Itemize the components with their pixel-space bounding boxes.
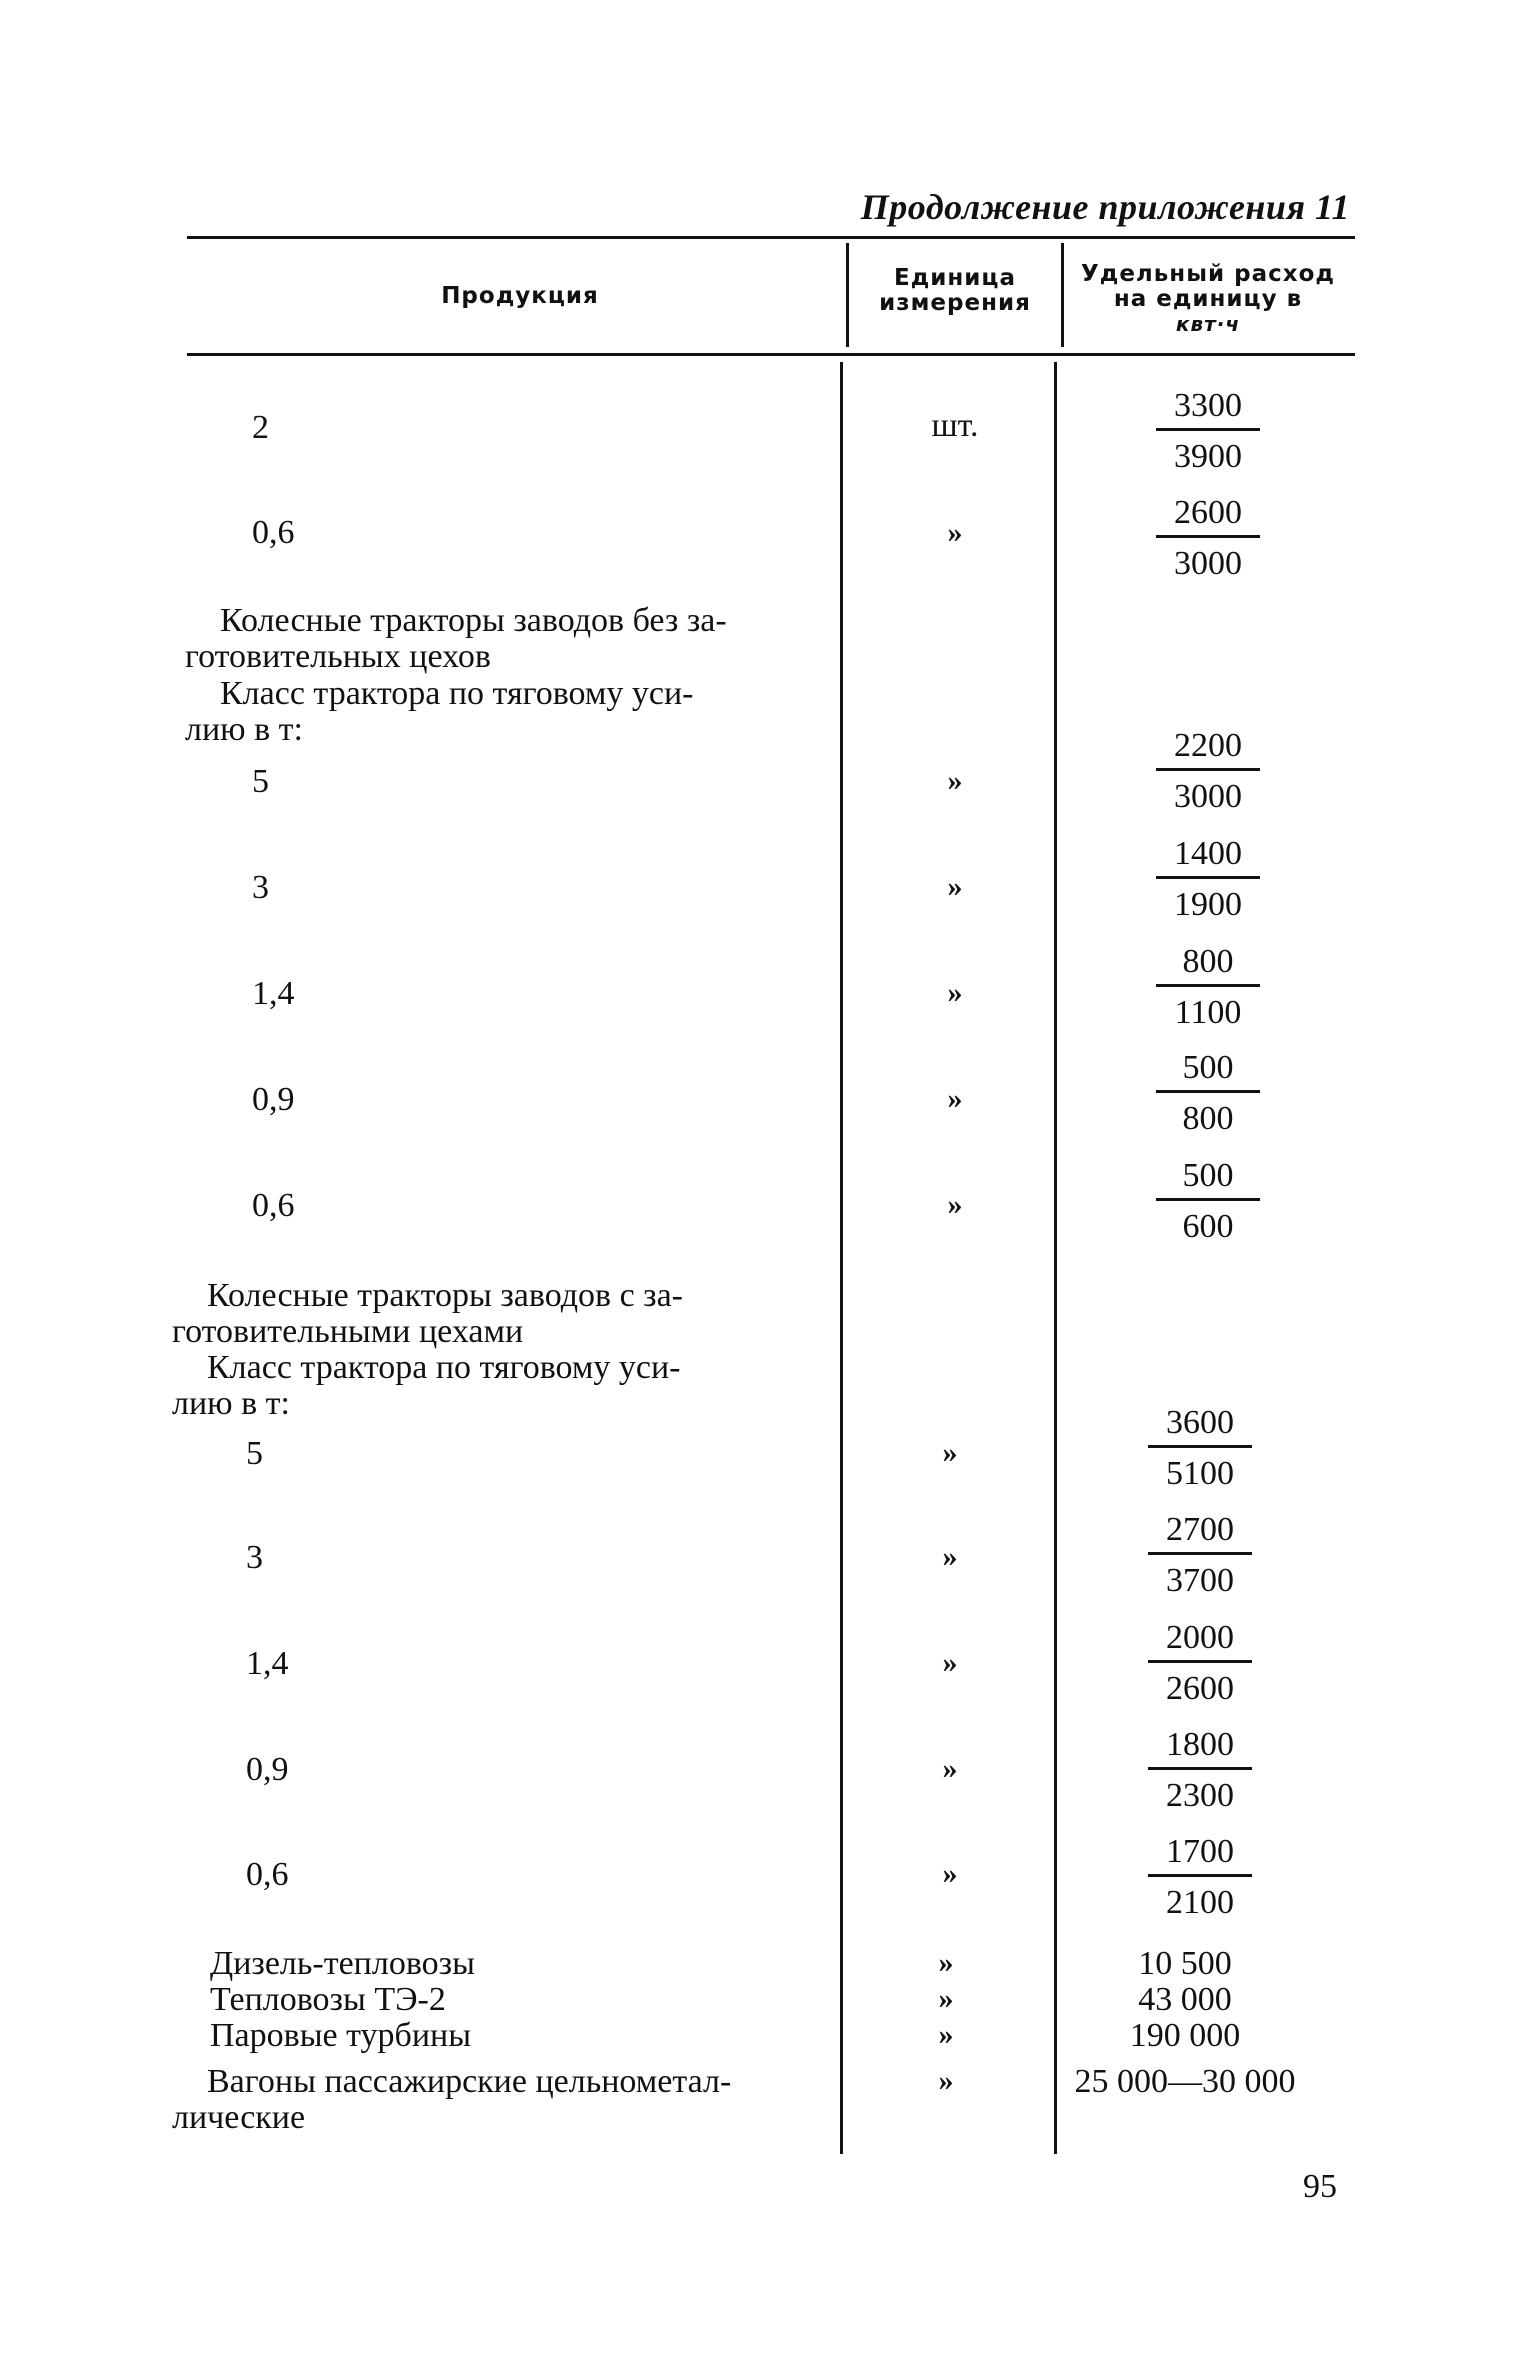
row-value-fraction: $\frac{1400}{1900}$ — [1148, 836, 1268, 923]
column-divider-2-body — [1054, 362, 1057, 2154]
row-label: 1,4 — [252, 975, 295, 1012]
row-value-fraction: $\frac{1800}{2300}$ — [1140, 1727, 1260, 1814]
row-unit-ditto: » — [942, 1540, 958, 1573]
row-unit-ditto: » — [938, 1982, 954, 2015]
row-value-fraction: $\frac{500}{800}$ — [1148, 1050, 1268, 1137]
column-divider-1 — [846, 243, 849, 347]
row-value-fraction: $\frac{2700}{3700}$ — [1140, 1512, 1260, 1599]
row-label: Паровые турбины — [210, 2017, 472, 2054]
row-unit: шт. — [931, 407, 979, 444]
row-label: 5 — [246, 1435, 263, 1472]
column-divider-2 — [1061, 243, 1064, 347]
row-unit-ditto: » — [942, 1436, 958, 1469]
row-unit-ditto: » — [938, 1946, 954, 1979]
row-value-fraction: $\frac{2000}{2600}$ — [1140, 1620, 1260, 1707]
row-unit-ditto: » — [938, 2064, 954, 2097]
row-unit-ditto: » — [942, 1646, 958, 1679]
row-value-fraction: $\frac{3600}{5100}$ — [1140, 1405, 1260, 1492]
header-unit: Единица измерения — [879, 265, 1031, 316]
row-unit-ditto: » — [942, 1857, 958, 1890]
row-label: 0,6 — [252, 514, 295, 551]
section-heading: Колесные тракторы заводов с за- готовительными цехами — [172, 1277, 683, 1350]
row-unit-ditto: » — [947, 1082, 963, 1115]
row-label: Дизель-тепловозы — [210, 1945, 475, 1982]
row-value: 43 000 — [1138, 1981, 1232, 2018]
row-label: 3 — [252, 869, 269, 906]
page-number: 95 — [1303, 2168, 1337, 2205]
row-unit-ditto: » — [947, 516, 963, 549]
column-divider-1-body — [840, 362, 843, 2154]
row-label: 1,4 — [246, 1645, 289, 1682]
section-heading: Колесные тракторы заводов без за- готовительных цехов — [185, 602, 727, 675]
row-value: 190 000 — [1129, 2017, 1241, 2054]
row-label: 5 — [252, 763, 269, 800]
row-value: 25 000—30 000 — [1074, 2063, 1296, 2100]
row-label: 0,6 — [252, 1187, 295, 1224]
row-unit-ditto: » — [947, 1188, 963, 1221]
row-label: Тепловозы ТЭ-2 — [210, 1981, 446, 2018]
row-value-fraction: $\frac{1700}{2100}$ — [1140, 1834, 1260, 1921]
row-label: 0,9 — [252, 1081, 295, 1118]
row-value-fraction: $\frac{800}{1100}$ — [1148, 944, 1268, 1031]
table-top-rule — [187, 236, 1355, 239]
row-unit-ditto: » — [938, 2018, 954, 2051]
table-caption: Продолжение приложения 11 — [860, 187, 1350, 227]
row-value-fraction: $\frac{500}{600}$ — [1148, 1158, 1268, 1245]
section-subheading: Класс трактора по тяговому уси- лию в т: — [185, 675, 694, 748]
row-value-fraction: $\frac{2200}{3000}$ — [1148, 728, 1268, 815]
row-label: 0,6 — [246, 1856, 289, 1893]
row-unit-ditto: » — [947, 976, 963, 1009]
row-label: 2 — [252, 409, 269, 446]
row-value: 10 500 — [1138, 1945, 1232, 1982]
header-product: Продукция — [441, 283, 599, 309]
row-value-fraction: $\frac{2600}{3000}$ — [1148, 495, 1268, 582]
row-unit-ditto: » — [947, 870, 963, 903]
row-unit-ditto: » — [947, 764, 963, 797]
header-rate: Удельный расход на единицу в квт·ч — [1081, 261, 1335, 336]
row-label: 3 — [246, 1539, 263, 1576]
row-label: 0,9 — [246, 1751, 289, 1788]
header-bottom-rule — [187, 353, 1355, 356]
section-subheading: Класс трактора по тяговому уси- лию в т: — [172, 1349, 681, 1422]
row-value-fraction: $\frac{3300}{3900}$ — [1148, 388, 1268, 475]
row-unit-ditto: » — [942, 1752, 958, 1785]
row-label: Вагоны пассажирские цельнометал- лические — [172, 2063, 732, 2136]
